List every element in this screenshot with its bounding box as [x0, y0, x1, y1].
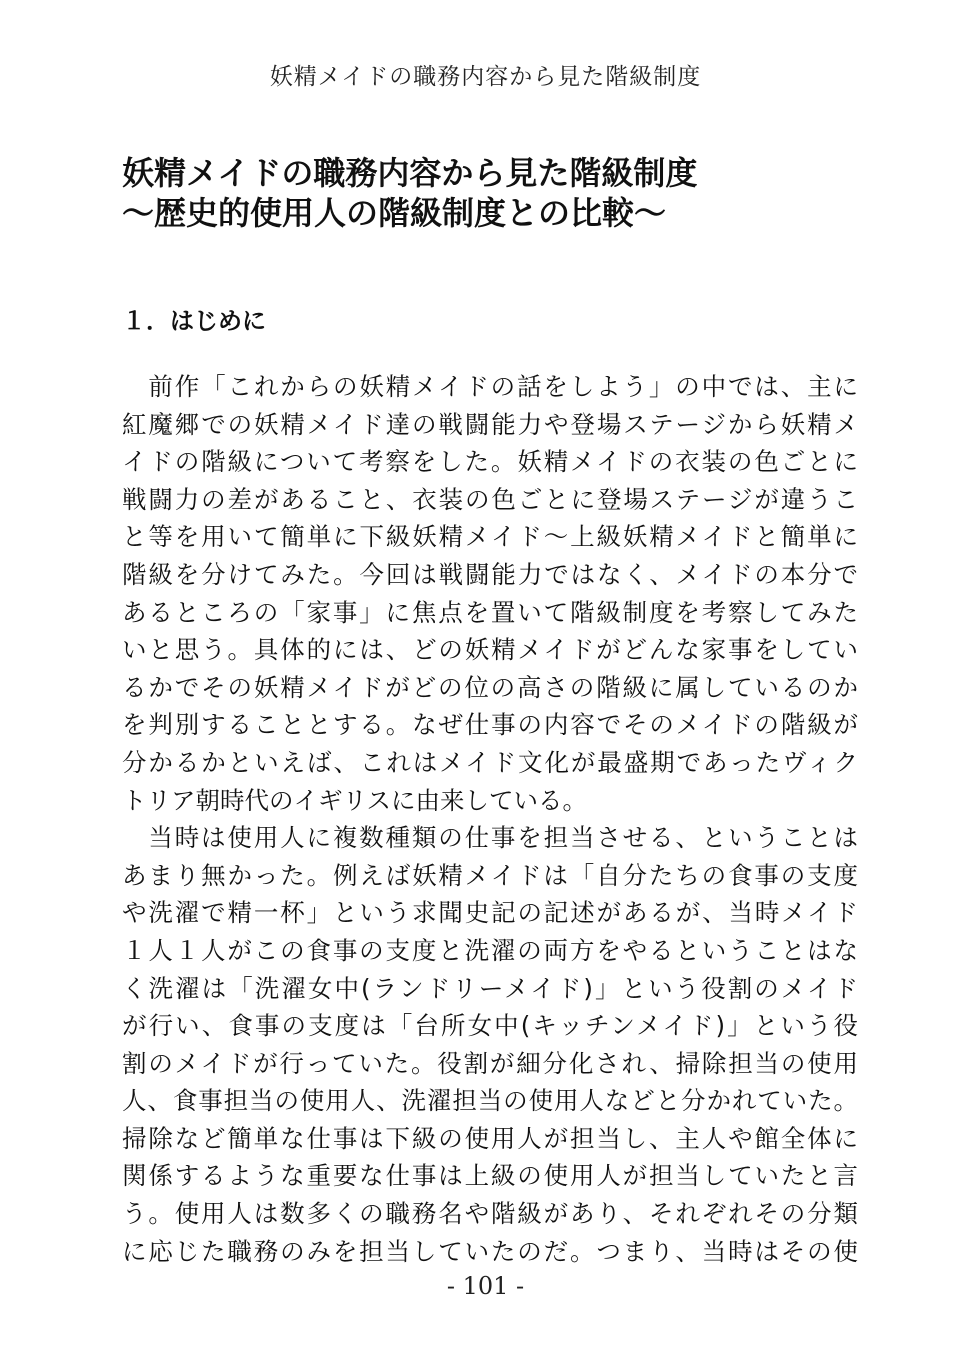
body-line: 階級を分けてみた。今回は戦闘能力ではなく、メイドの本分で: [122, 559, 858, 589]
running-header: 妖精メイドの職務内容から見た階級制度: [269, 64, 702, 90]
body-line: あまり無かった。例えば妖精メイドは「自分たちの食事の支度: [122, 860, 858, 890]
body-line: に応じた職務のみを担当していたのだ。つまり、当時はその使: [122, 1236, 858, 1266]
chapter-title-subtitle: 〜歴史的使用人の階級制度との比較〜: [122, 194, 667, 232]
section-heading: １．はじめに: [122, 307, 266, 335]
body-line: を判別することとする。なぜ仕事の内容でそのメイドの階級が: [122, 710, 858, 740]
body-line: 分かるかといえば、これはメイド文化が最盛期であったヴィク: [122, 747, 858, 777]
body-line: く洗濯は「洗濯女中(ランドリーメイド)」という役割のメイド: [122, 973, 858, 1003]
body-line: 関係するような重要な仕事は上級の使用人が担当していたと言: [122, 1161, 858, 1191]
body-line: 当時は使用人に複数種類の仕事を担当させる、ということは: [122, 823, 858, 853]
body-line: あるところの「家事」に焦点を置いて階級制度を考察してみた: [122, 597, 858, 627]
body-line: いと思う。具体的には、どの妖精メイドがどんな家事をしてい: [122, 635, 858, 665]
body-line: が行い、食事の支度は「台所女中(キッチンメイド)」という役: [122, 1011, 858, 1041]
body-line: るかでその妖精メイドがどの位の高さの階級に属しているのか: [122, 672, 858, 702]
body-line: と等を用いて簡単に下級妖精メイド〜上級妖精メイドと簡単に: [122, 522, 858, 552]
body-line: 人、食事担当の使用人、洗濯担当の使用人などと分かれていた。: [122, 1086, 858, 1116]
body-line: 掃除など簡単な仕事は下級の使用人が担当し、主人や館全体に: [122, 1123, 858, 1153]
body-text: [122, 368, 858, 1270]
chapter-title-main: 妖精メイドの職務内容から見た階級制度: [122, 154, 698, 192]
body-line: イドの階級について考察をした。妖精メイドの衣装の色ごとに: [122, 447, 858, 477]
body-line: トリア朝時代のイギリスに由来している。: [122, 785, 588, 815]
body-line: や洗濯で精一杯」という求聞史記の記述があるが、当時メイド: [122, 898, 858, 928]
body-line: う。使用人は数多くの職務名や階級があり、それぞれその分類: [122, 1199, 858, 1229]
body-line: １人１人がこの食事の支度と洗濯の両方をやるということはな: [122, 935, 858, 965]
chapter-title: [122, 153, 862, 233]
body-line: 割のメイドが行っていた。役割が細分化され、掃除担当の使用: [122, 1048, 858, 1078]
body-line: 戦闘力の差があること、衣装の色ごとに登場ステージが違うこ: [122, 484, 858, 514]
body-line: 前作「これからの妖精メイドの話をしよう」の中では、主に: [122, 372, 858, 401]
page-number: - 101 -: [446, 1272, 525, 1300]
body-line: 紅魔郷での妖精メイド達の戦闘能力や登場ステージから妖精メ: [122, 409, 858, 439]
